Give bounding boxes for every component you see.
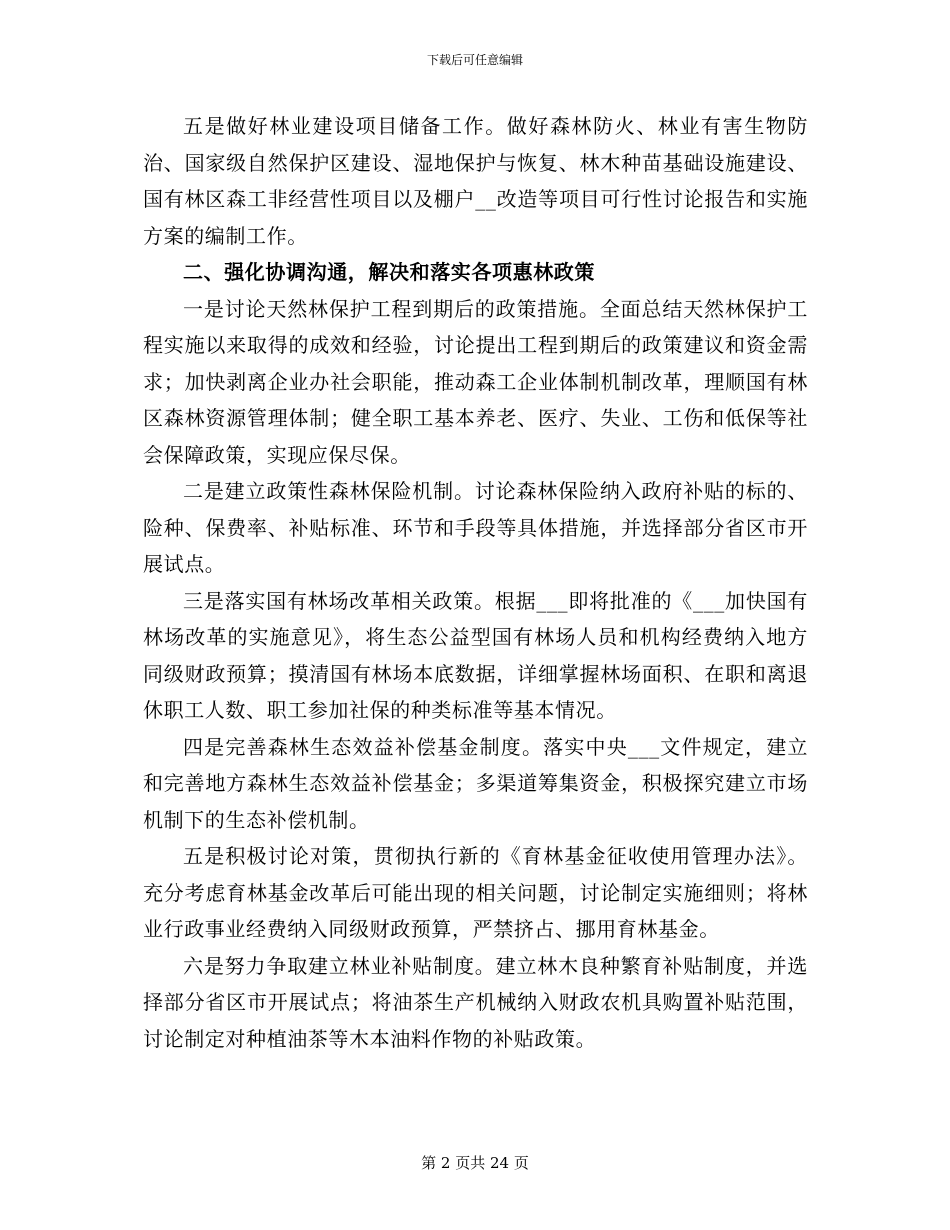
page-header: 下载后可任意编辑: [426, 53, 523, 67]
section-heading-policies: 二、强化协调沟通，解决和落实各项惠林政策: [183, 260, 595, 284]
paragraph-forestry-subsidy: 六是努力争取建立林业补贴制度。建立林木良种繁育补贴制度，并选择部分省区市开展试点；将油茶生产机械纳入财政农机具购置补贴范围，讨论制定对种植油茶等木本油料作物的补贴政策。: [143, 953, 808, 1051]
document-body: [143, 108, 808, 1057]
paragraph-project-reserve: 五是做好林业建设项目储备工作。做好森林防火、林业有害生物防治、国家级自然保护区建设、湿地保护与恢复、林木种苗基础设施建设、国有林区森工非经营性项目以及棚户__改造等项目可行性讨论报告和实施方案的编制工作。: [143, 114, 808, 248]
paragraph-afforestation-fund: 五是积极讨论对策，贯彻执行新的《育林基金征收使用管理办法》。充分考虑育林基金改革后可能出现的相关问题，讨论制定实施细则；将林业行政事业经费纳入同级财政预算，严禁挤占、挪用育林基金。: [143, 844, 808, 941]
paragraph-natural-forest-protection: 一是讨论天然林保护工程到期后的政策措施。全面总结天然林保护工程实施以来取得的成效和经验，讨论提出工程到期后的政策建议和资金需求；加快剥离企业办社会职能，推动森工企业体制机制改革，理顺国有林区森林资源管理体制；健全职工基本养老、医疗、失业、工伤和低保等社会保障政策，实现应保尽保。: [143, 296, 808, 467]
paragraph-forest-insurance: 二是建立政策性森林保险机制。讨论森林保险纳入政府补贴的标的、险种、保费率、补贴标准、环节和手段等具体措施，并选择部分省区市开展试点。: [143, 479, 808, 576]
paragraph-ecological-compensation: 四是完善森林生态效益补偿基金制度。落实中央___文件规定，建立和完善地方森林生态效益补偿基金；多渠道筹集资金，积极探究建立市场机制下的生态补偿机制。: [143, 734, 808, 832]
page-footer: 第 2 页共 24 页: [421, 1154, 529, 1172]
paragraph-state-forest-farm-reform: 三是落实国有林场改革相关政策。根据___即将批准的《___加快国有林场改革的实施意见》，将生态公益型国有林场人员和机构经费纳入地方同级财政预算；摸清国有林场本底数据，详细掌握林场面积、在职和离退休职工人数、职工参加社保的种类标准等基本情况。: [143, 588, 808, 722]
